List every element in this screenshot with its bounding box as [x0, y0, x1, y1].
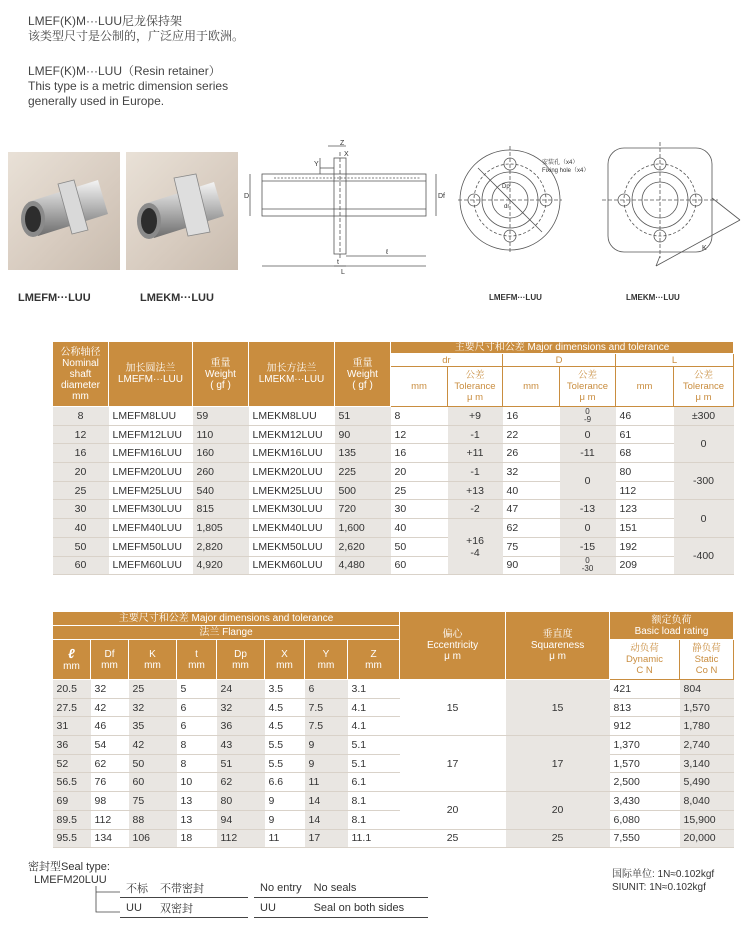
seal-r2-desc-en: Seal on both sides — [308, 898, 428, 918]
table-row: 20 LMEFM20LUU 260 LMEKM20LUU 225 20 -1 32 0 80 -300 — [53, 463, 734, 482]
h2-dynamic: 动负荷 Dynamic C N — [610, 640, 680, 680]
drawing-caption-round: LMEFM···LUU — [489, 293, 542, 302]
table-row: 8 LMEFM8LUU 59 LMEKM8LUU 51 8 +9 16 0 -9 46 ±300 — [53, 407, 734, 426]
bearing-image-round — [8, 152, 120, 270]
table-row: 52 62 50 8 51 5.5 9 5.1 1,570 3,140 — [53, 754, 734, 773]
label-ell: ℓ — [386, 249, 389, 256]
table-row: 56.5 76 60 10 62 6.6 11 6.1 2,500 5,490 — [53, 773, 734, 792]
table-row: 25 LMEFM25LUU 540 LMEKM25LUU 500 25 +13 40 112 — [53, 481, 734, 500]
table-row: 40 LMEFM40LUU 1,805 LMEKM40LUU 1,600 40 +16 -4 62 0 151 — [53, 519, 734, 538]
h2-squareness: 垂直度 Squareness μ m — [506, 612, 610, 680]
seal-r1-desc-cn: 不带密封 — [154, 878, 248, 898]
h-dr-mm: mm — [391, 367, 448, 407]
seal-type-example: LMEFM20LUU — [34, 874, 107, 886]
table-row: 60 LMEFM60LUU 4,920 LMEKM60LUU 4,480 60 90 0 -30 209 — [53, 556, 734, 575]
photo-round-flange — [8, 152, 120, 270]
dimension-table-1 — [52, 341, 734, 575]
h-square-flange: 加长方法兰 LMEKM···LUU — [249, 342, 335, 407]
seal-r2-desc-cn: 双密封 — [154, 898, 248, 918]
h2-col-t: t mm — [177, 640, 217, 680]
fixing-hole-label-en: Fixing hole（x4） — [542, 168, 590, 174]
h2-col-ell: ℓ mm — [53, 640, 91, 680]
table-row: 30 LMEFM30LUU 815 LMEKM30LUU 720 30 -2 47 -13 123 0 — [53, 500, 734, 519]
table-row: 27.5 42 32 6 32 4.5 7.5 4.1 813 1,570 — [53, 698, 734, 717]
h2-eccentricity: 偏心 Eccentricity μ m — [400, 612, 506, 680]
h-L: L — [616, 354, 734, 367]
label-df: Df — [438, 193, 445, 200]
h2-load-rating: 额定负荷 Basic load rating — [610, 612, 734, 640]
unit-note-2: SIUNIT: 1N≈0.102kgf — [612, 882, 706, 893]
seal-r1-code-en: No entry — [254, 878, 308, 898]
label-d: D — [244, 193, 250, 200]
seal-r1-code: 不标 — [120, 878, 154, 898]
label-dr-round: dr — [504, 204, 510, 210]
seal-type-title: 密封型Seal type: — [28, 861, 110, 873]
intro-cn-desc: 该类型尺寸是公制的，广泛应用于欧洲。 — [28, 29, 245, 43]
table-row: 89.5 112 88 13 94 9 14 8.1 6,080 15,900 — [53, 810, 734, 829]
intro-en-desc1: This type is a metric dimension series — [28, 79, 229, 93]
h2-major: 主要尺寸和公差 Major dimensions and tolerance — [53, 612, 400, 626]
unit-note-1: 国际单位: 1N≈0.102kgf — [612, 869, 715, 880]
photo-square-flange — [126, 152, 238, 270]
seal-r1-desc-en: No seals — [308, 878, 428, 898]
h-D: D — [503, 354, 616, 367]
intro-cn — [28, 14, 244, 44]
h-major-dimensions: 主要尺寸和公差 Major dimensions and tolerance — [391, 342, 734, 354]
label-x: X — [344, 151, 349, 158]
table-row: 50 LMEFM50LUU 2,820 LMEKM50LUU 2,620 50 75 -15 192 -400 — [53, 537, 734, 556]
h-round-flange: 加长圆法兰 LMEFM···LUU — [109, 342, 193, 407]
intro-en-title: LMEF(K)M···LUU（Resin retainer） — [28, 64, 221, 78]
bearing-image-square — [126, 152, 238, 270]
h-dr-tol: 公差 Tolerance μ m — [448, 367, 503, 407]
caption-lmefm: LMEFM···LUU — [18, 292, 91, 304]
h-weight-2: 重量 Weight ( gf ) — [335, 342, 391, 407]
label-k: K — [702, 245, 707, 252]
table-row: 95.5 134 106 18 112 11 17 11.1 25 25 7,550 20,000 — [53, 829, 734, 848]
table-row: 36 54 42 8 43 5.5 9 5.1 17 17 1,370 2,740 — [53, 736, 734, 755]
h2-flange: 法兰 Flange — [53, 626, 400, 640]
h2-col-k: K mm — [129, 640, 177, 680]
h-dr: dr — [391, 354, 503, 367]
h2-col-df: Df mm — [91, 640, 129, 680]
intro-en — [28, 64, 228, 109]
h2-col-y: Y mm — [305, 640, 348, 680]
table-row: 69 98 75 13 80 9 14 8.1 20 20 3,430 8,040 — [53, 792, 734, 811]
table-row: 20.5 32 25 5 24 3.5 6 3.1 15 15 421 804 — [53, 680, 734, 699]
drawing-caption-square: LMEKM···LUU — [626, 293, 680, 302]
h2-col-x: X mm — [265, 640, 305, 680]
h2-col-z: Z mm — [348, 640, 400, 680]
seal-table-cn — [120, 878, 248, 918]
label-l: L — [341, 269, 345, 276]
h-L-mm: mm — [616, 367, 674, 407]
h2-static: 静负荷 Static Co N — [680, 640, 734, 680]
h-weight-1: 重量 Weight ( gf ) — [193, 342, 249, 407]
h-D-mm: mm — [503, 367, 560, 407]
label-dp-round: Dp — [502, 184, 510, 190]
unit-note — [612, 868, 714, 894]
seal-r2-code: UU — [120, 898, 154, 918]
h-L-tol: 公差 Tolerance μ m — [674, 367, 734, 407]
section-drawing — [240, 138, 448, 278]
seal-r2-code-en: UU — [254, 898, 308, 918]
table-row: 31 46 35 6 36 4.5 7.5 4.1 912 1,780 — [53, 717, 734, 736]
table-row: 12 LMEFM12LUU 110 LMEKM12LUU 90 12 -1 22 0 61 0 — [53, 425, 734, 444]
round-flange-drawing — [458, 138, 590, 278]
table-row: 16 LMEFM16LUU 160 LMEKM16LUU 135 16 +11 26 -11 68 — [53, 444, 734, 463]
label-z: Z — [340, 140, 345, 147]
label-y: Y — [314, 161, 319, 168]
h-shaft: 公称轴径 Nominal shaft diameter mm — [53, 342, 109, 407]
intro-en-desc2: generally used in Europe. — [28, 94, 165, 108]
seal-table-en — [254, 878, 428, 918]
h-D-tol: 公差 Tolerance μ m — [560, 367, 616, 407]
dimension-table-2 — [52, 611, 734, 848]
caption-lmekm: LMEKM···LUU — [140, 292, 214, 304]
square-flange-drawing — [598, 138, 750, 288]
fixing-hole-label-cn: 安装孔（x4） — [542, 160, 579, 166]
intro-cn-title: LMEF(K)M···LUU尼龙保持架 — [28, 14, 182, 28]
h2-col-dp: Dp mm — [217, 640, 265, 680]
label-t: t — [337, 259, 339, 266]
